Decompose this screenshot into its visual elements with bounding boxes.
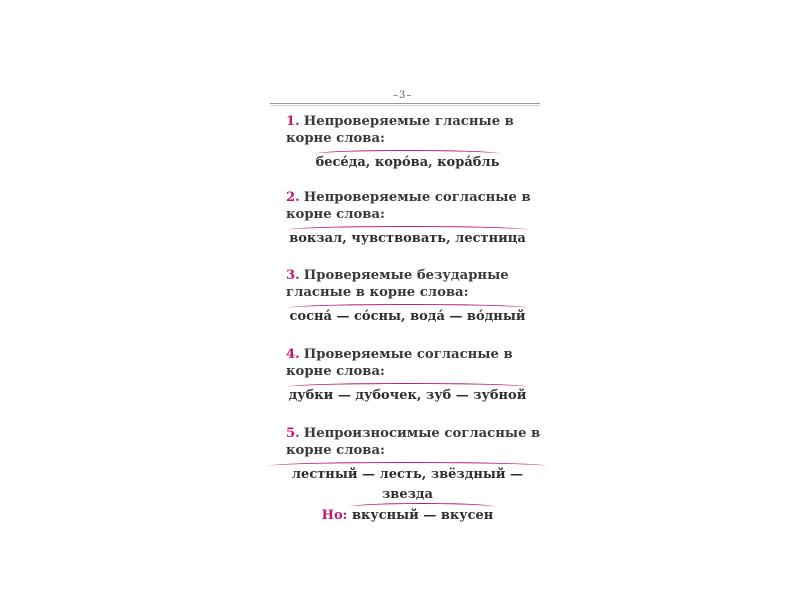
- example-note-line-5: [270, 506, 545, 526]
- example-text-4: дубки — дубочек, зуб — зубной: [289, 386, 527, 406]
- example-text-2: вокзал, чувствовать, лестница: [289, 229, 526, 249]
- rule-section-4: [270, 347, 545, 406]
- rule-text-3: Проверяемые безударные гласные в корне слова:: [286, 268, 509, 300]
- rule-heading-3: [270, 268, 545, 301]
- rule-text-4: Проверяемые согласные в корне слова:: [286, 347, 513, 379]
- rule-section-2: [270, 190, 545, 249]
- rule-number-1: 1.: [286, 114, 300, 129]
- rule-heading-1: [270, 114, 545, 147]
- note-text-5: вкусный — вкусен: [352, 506, 493, 526]
- example-text-3: сосна́ — со́сны, вода́ — во́дный: [290, 307, 526, 327]
- example-line-4: [270, 386, 545, 406]
- rule-text-1: Непроверяемые гласные в корне слова:: [286, 114, 514, 146]
- example-line-1: [270, 153, 545, 173]
- example-text-1: бесе́да, коро́ва, кора́бль: [316, 153, 500, 173]
- header-rule-shadow: [270, 105, 540, 106]
- rule-number-5: 5.: [286, 426, 300, 441]
- example-text-5: лестный — лесть, звёздный — звезда: [270, 465, 545, 505]
- page-number: –3–: [393, 90, 413, 101]
- rule-heading-5: [270, 426, 545, 459]
- example-line-3: [270, 307, 545, 327]
- example-line-2: [270, 229, 545, 249]
- rule-heading-4: [270, 347, 545, 380]
- rule-section-3: [270, 268, 545, 327]
- rule-text-5: Непроизносимые согласные в корне слова:: [286, 426, 541, 458]
- rule-text-2: Непроверяемые согласные в корне слова:: [286, 190, 531, 222]
- rule-number-4: 4.: [286, 347, 300, 362]
- rule-heading-2: [270, 190, 545, 223]
- rule-number-2: 2.: [286, 190, 300, 205]
- note-label: Но:: [321, 508, 348, 523]
- rule-section-5: [270, 426, 545, 526]
- rule-section-1: [270, 114, 545, 173]
- header-rule: [270, 103, 540, 104]
- rule-number-3: 3.: [286, 268, 300, 283]
- example-line-5: [270, 465, 545, 505]
